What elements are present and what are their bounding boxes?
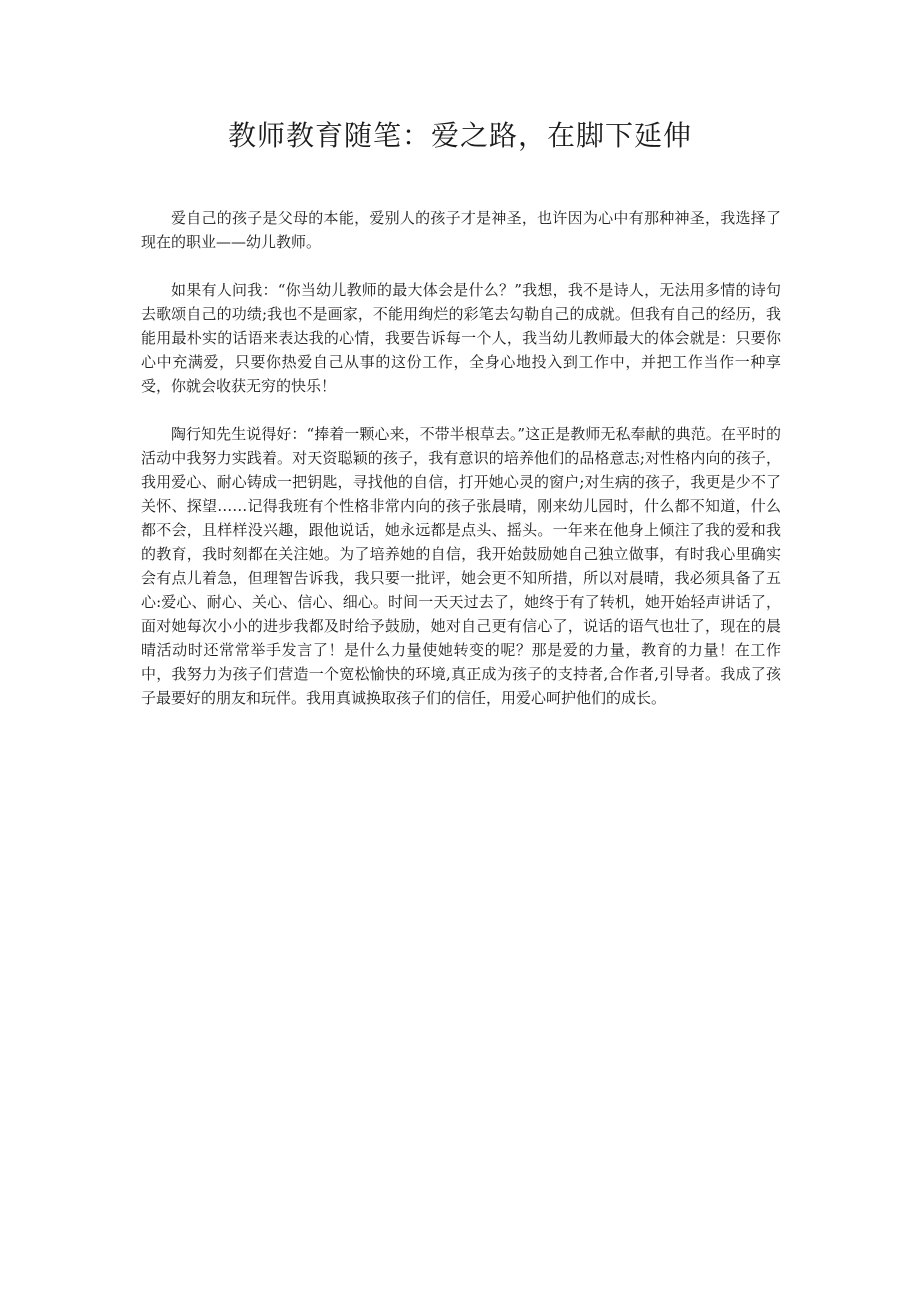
paragraph-1: 爱自己的孩子是父母的本能，爱别人的孩子才是神圣，也许因为心中有那种神圣，我选择了现在的职业——幼儿教师。 <box>141 209 781 251</box>
paragraph-2: 如果有人问我：“你当幼儿教师的最大体会是什么？”我想，我不是诗人，无法用多情的诗句去歌颂自己的功绩;我也不是画家，不能用绚烂的彩笔去勾勒自己的成就。但我有自己的经历，我能用最朴实的话语来表达我的心情，我要告诉每一个人，我当幼儿教师最大的体会就是：只要你心中充满爱，只要你热爱自己从事的这份工作，全身心地投入到工作中，并把工作当作一种享受，你就会收获无穷的快乐！ <box>141 281 781 395</box>
document-title: 教师教育随笔：爱之路，在脚下延伸 <box>227 119 692 152</box>
document-body <box>141 206 781 734</box>
paragraph-3: 陶行知先生说得好：“捧着一颗心来，不带半根草去。”这正是教师无私奉献的典范。在平时的活动中我努力实践着。对天资聪颖的孩子，我有意识的培养他们的品格意志;对性格内向的孩子，我用爱心、耐心铸成一把钥匙，寻找他的自信，打开她心灵的窗户;对生病的孩子，我更是少不了关怀、探望……记得我班有个性格非常内向的孩子张晨晴，刚来幼儿园时，什么都不知道，什么都不会，且样样没兴趣，跟他说话，她永远都是点头、摇头。一年来在他身上倾注了我的爱和我的教育，我时刻都在关注她。为了培养她的自信，我开始鼓励她自己独立做事，有时我心里确实会有点儿着急，但理智告诉我，我只要一批评，她会更不知所措，所以对晨晴，我必须具备了五心:爱心、耐心、关心、信心、细心。时间一天天过去了，她终于有了转机，她开始轻声讲话了，面对她每次小小的进步我都及时给予鼓励，她对自己更有信心了，说话的语气也壮了，现在的晨晴活动时还常常举手发言了！是什么力量使她转变的呢？那是爱的力量，教育的力量！在工作中，我努力为孩子们营造一个宽松愉快的环境,真正成为孩子的支持者,合作者,引导者。我成了孩子最要好的朋友和玩伴。我用真诚换取孩子们的信任，用爱心呵护他们的成长。 <box>141 425 781 707</box>
